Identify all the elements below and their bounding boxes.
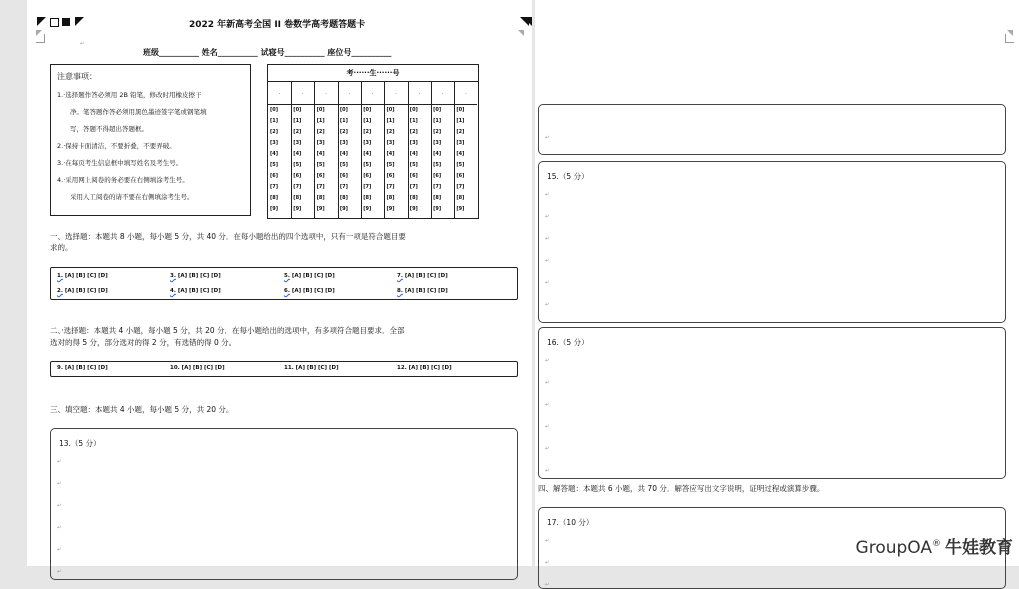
choice-q2[interactable] [57,288,108,294]
exam-digit-bubble[interactable]: [0] [456,107,465,113]
exam-digit-bubble[interactable]: [4] [386,151,395,157]
exam-digit-bubble[interactable]: [6] [316,173,325,179]
exam-digit-bubble[interactable]: [8] [363,195,372,201]
exam-digit-bubble[interactable]: [7] [386,184,395,190]
answer-box-q15[interactable] [538,161,1006,323]
exam-digit-bubble[interactable]: [2] [316,129,325,135]
exam-number-column [291,82,315,218]
notice-line: 3.·在每页考生信息框中填写姓名及考生号。 [57,159,183,167]
notice-line: 净。笔答题作答必须用黑色墨迹签字笔或钢笔填 [70,108,207,116]
choice-options: [A] [B] [C] [D] [404,273,448,279]
paragraph-mark: ↵ [545,258,550,264]
exam-digit-bubble[interactable]: [4] [363,151,372,157]
exam-digit-bubble[interactable]: [3] [363,140,372,146]
exam-number-write-cell[interactable]: . [315,82,338,105]
exam-number-header: 考······生······号 [268,65,478,82]
logo-reg: ® [932,539,941,550]
q-number: 4. [170,288,176,294]
exam-digit-bubble[interactable]: [4] [316,151,325,157]
q-number: 12. [397,365,407,371]
exam-digit-bubble[interactable]: [7] [456,184,465,190]
exam-digit-bubble[interactable]: [8] [339,195,348,201]
exam-digit-bubble[interactable]: [3] [293,140,302,146]
exam-digit-bubble[interactable]: [1] [386,118,395,124]
exam-number-write-cell[interactable]: . [361,82,384,105]
exam-digit-bubble[interactable]: [2] [293,129,302,135]
exam-digit-bubble[interactable]: [9] [316,206,325,212]
q-number: 1. [57,273,63,279]
exam-digit-bubble[interactable]: [0] [433,107,442,113]
section1-instructions: 一、选择题：本题共 8 小题，每小题 5 分，共 40 分．在每小题给出的四个选项中，只有一项是符合题目要 [50,232,406,241]
square-outline-mark [50,18,59,27]
exam-digit-bubble[interactable]: [1] [270,118,279,124]
exam-digit-bubble[interactable]: [9] [363,206,372,212]
logo-latin: GroupOA [855,538,932,558]
exam-digit-bubble[interactable]: [1] [433,118,442,124]
sheet-title: 2022 年新高考全国 II 卷数学高考题答题卡 [189,20,366,30]
exam-digit-bubble[interactable]: [7] [316,184,325,190]
exam-digit-bubble[interactable]: [3] [433,140,442,146]
exam-digit-bubble[interactable]: [1] [316,118,325,124]
choice-options: [A] [B] [C] [D] [181,365,225,371]
choice-options: [A] [B] [C] [D] [404,288,448,294]
exam-digit-bubble[interactable]: [4] [293,151,302,157]
exam-number-column [454,82,477,218]
exam-digit-bubble[interactable]: [6] [363,173,372,179]
q15-label: 15.（5 分） [547,172,589,181]
exam-digit-bubble[interactable]: [7] [270,184,279,190]
choice-options: [A] [B] [C] [D] [291,273,335,279]
exam-digit-bubble[interactable]: [2] [433,129,442,135]
exam-digit-bubble[interactable]: [8] [316,195,325,201]
exam-digit-bubble[interactable]: [1] [339,118,348,124]
paragraph-mark: ↵ [545,402,550,408]
exam-digit-bubble[interactable]: [1] [293,118,302,124]
exam-digit-bubble[interactable]: [5] [339,162,348,168]
exam-digit-bubble[interactable]: [3] [456,140,465,146]
choice-q10[interactable] [170,365,225,371]
exam-digit-bubble[interactable]: [5] [456,162,465,168]
answer-box-q16[interactable] [538,327,1006,479]
brand-logo [856,533,1013,558]
choice-q11[interactable] [284,365,339,371]
paragraph-mark: ↵ [545,358,550,364]
choice-options: [A] [B] [C] [D] [295,365,339,371]
exam-digit-bubble[interactable]: [9] [339,206,348,212]
exam-digit-bubble[interactable]: [6] [293,173,302,179]
choice-options: [A] [B] [C] [D] [408,365,452,371]
notice-line: 1.·选择题作答必须用 2B 铅笔，修改时用橡皮擦干 [57,91,202,99]
exam-number-write-cell[interactable]: . [408,82,431,105]
choice-q6[interactable] [284,288,335,294]
answer-box-q14[interactable] [538,104,1006,155]
exam-digit-bubble[interactable]: [3] [409,140,418,146]
section4-instructions: 四、解答题：本题共 6 小题，共 70 分．解答应写出文字说明，证明过程或演算步骤。 [538,484,825,493]
answer-sheet-page-right [535,0,1019,588]
crop-triangle [1007,30,1013,36]
logo-cn: 牛娃教育 [945,538,1013,558]
exam-number-write-cell[interactable]: . [338,82,361,105]
exam-digit-bubble[interactable]: [4] [409,151,418,157]
exam-digit-bubble[interactable]: [6] [433,173,442,179]
paragraph-mark: ↵ [545,192,550,198]
exam-digit-bubble[interactable]: [4] [270,151,279,157]
choice-options: [A] [B] [C] [D] [64,273,108,279]
section2-instructions: 二、·选择题：本题共 4 小题，每小题 5 分，共 20 分．在每小题给出的选项中，有多项符合题目要求．全部 [50,326,405,335]
exam-digit-bubble[interactable]: [9] [409,206,418,212]
exam-digit-bubble[interactable]: [6] [456,173,465,179]
paragraph-mark: ↵ [545,560,550,566]
exam-digit-bubble[interactable]: [2] [270,129,279,135]
exam-digit-bubble[interactable]: [5] [293,162,302,168]
crop-triangle [518,30,524,36]
q-number: 9. [57,365,63,371]
paragraph-mark: ↵ [57,547,62,553]
paragraph-mark: ↵ [545,446,550,452]
q-number: 8. [397,288,403,294]
exam-digit-bubble[interactable]: [9] [456,206,465,212]
exam-digit-bubble[interactable]: [5] [433,162,442,168]
exam-digit-bubble[interactable]: [2] [409,129,418,135]
paragraph-mark: ↵ [57,503,62,509]
exam-digit-bubble[interactable]: [8] [409,195,418,201]
exam-digit-bubble[interactable]: [3] [386,140,395,146]
answer-sheet-page-left [27,0,532,575]
exam-digit-bubble[interactable]: [9] [293,206,302,212]
choice-options: [A] [B] [C] [D] [291,288,335,294]
exam-digit-bubble[interactable]: [8] [293,195,302,201]
exam-digit-bubble[interactable]: [3] [270,140,279,146]
paragraph-mark: ↵ [57,569,62,575]
paragraph-mark: ↵ [545,582,550,588]
q13-label: 13.（5 分） [59,439,101,448]
corner-mark [75,17,84,26]
paragraph-mark: ↵ [545,214,550,220]
paragraph-mark: ↵ [545,468,550,474]
q-number: 2. [57,288,63,294]
exam-number-column [315,82,339,218]
q-number: 7. [397,273,403,279]
choice-q9[interactable] [57,365,108,371]
choice-options: [A] [B] [C] [D] [177,288,221,294]
paragraph-mark: ↵ [545,135,550,141]
exam-digit-bubble[interactable]: [9] [433,206,442,212]
exam-number-grid [267,64,479,219]
exam-digit-bubble[interactable]: [6] [339,173,348,179]
exam-number-column [268,82,292,218]
exam-digit-bubble[interactable]: [5] [363,162,372,168]
q-number: 3. [170,273,176,279]
exam-digit-bubble[interactable]: [0] [363,107,372,113]
paragraph-mark: ↵ [80,41,85,47]
exam-digit-bubble[interactable]: [5] [270,162,279,168]
exam-digit-bubble[interactable]: [6] [386,173,395,179]
choice-q5[interactable] [284,273,335,279]
student-info-fields: 班级__________ 姓名__________ 试寝号__________ 座位号__________ [143,48,392,57]
exam-digit-bubble[interactable]: [0] [316,107,325,113]
exam-digit-bubble[interactable]: [1] [456,118,465,124]
exam-digit-bubble[interactable]: [7] [293,184,302,190]
exam-number-column [338,82,362,218]
exam-digit-bubble[interactable]: [7] [409,184,418,190]
exam-digit-bubble[interactable]: [6] [409,173,418,179]
exam-number-column [431,82,455,218]
q-number: 6. [284,288,290,294]
exam-digit-bubble[interactable]: [0] [270,107,279,113]
paragraph-mark: ↵ [545,280,550,286]
exam-number-write-cell[interactable]: . [431,82,454,105]
choice-q3[interactable] [170,273,221,279]
paragraph-mark: ↵ [545,380,550,386]
paragraph-mark: ↵ [57,525,62,531]
q-number: 5. [284,273,290,279]
exam-digit-bubble[interactable]: [2] [456,129,465,135]
exam-digit-bubble[interactable]: [4] [456,151,465,157]
exam-digit-bubble[interactable]: [5] [316,162,325,168]
exam-digit-bubble[interactable]: [8] [386,195,395,201]
q16-label: 16.（5 分） [547,338,589,347]
section2-choice-box [50,361,518,377]
exam-digit-bubble[interactable]: [2] [339,129,348,135]
exam-digit-bubble[interactable]: [8] [270,195,279,201]
exam-digit-bubble[interactable]: [8] [433,195,442,201]
q17-label: 17.（10 分） [547,518,594,527]
paragraph-mark: ↵ [545,236,550,242]
notice-heading: 注意事项： [57,72,97,81]
q-number: 10. [170,365,180,371]
notice-line: 4.·采用网上阅卷的务必要在右侧填涂考生号。 [57,176,189,184]
choice-q7[interactable] [397,273,448,279]
paragraph-mark: ↵ [545,302,550,308]
exam-digit-bubble[interactable]: [5] [386,162,395,168]
crop-triangle [36,30,42,36]
choice-q12[interactable] [397,365,452,371]
exam-digit-bubble[interactable]: [1] [363,118,372,124]
notice-box [50,64,251,216]
section3-instructions: 三、填空题：本题共 4 小题，每小题 5 分，共 20 分。 [50,405,234,414]
exam-digit-bubble[interactable]: [9] [270,206,279,212]
exam-number-write-cell[interactable]: . [454,82,477,105]
corner-mark [37,17,46,26]
exam-digit-bubble[interactable]: [0] [409,107,418,113]
paragraph-mark: ↵ [545,538,550,544]
exam-digit-bubble[interactable]: [2] [363,129,372,135]
exam-digit-bubble[interactable]: [8] [456,195,465,201]
q-number: 11. [284,365,294,371]
section1-choice-box [50,267,518,300]
exam-digit-bubble[interactable]: [4] [433,151,442,157]
exam-number-column [385,82,409,218]
square-filled-mark [62,18,70,26]
corner-mark [523,17,532,26]
exam-digit-bubble[interactable]: [0] [386,107,395,113]
exam-digit-bubble[interactable]: [6] [270,173,279,179]
exam-number-write-cell[interactable]: . [385,82,408,105]
exam-digit-bubble[interactable]: [7] [433,184,442,190]
exam-digit-bubble[interactable]: [0] [293,107,302,113]
notice-line: 采用人工阅卷的请不要在右侧填涂考生号。 [70,193,194,201]
answer-box-q13[interactable] [50,428,518,580]
choice-options: [A] [B] [C] [D] [177,273,221,279]
exam-digit-bubble[interactable]: [5] [409,162,418,168]
choice-q4[interactable] [170,288,221,294]
section2-instructions-cont: 选对的得 5 分，部分选对的得 2 分，有选错的得 0 分。 [50,338,237,347]
exam-digit-bubble[interactable]: [7] [363,184,372,190]
section1-instructions-cont: 求的。 [50,243,73,252]
exam-digit-bubble[interactable]: [4] [339,151,348,157]
exam-digit-bubble[interactable]: [3] [339,140,348,146]
choice-q1[interactable] [57,273,108,279]
paragraph-mark: ↵ [57,459,62,465]
exam-number-column [361,82,385,218]
exam-digit-bubble[interactable]: [2] [386,129,395,135]
exam-digit-bubble[interactable]: [3] [316,140,325,146]
choice-options: [A] [B] [C] [D] [64,288,108,294]
exam-digit-bubble[interactable]: [0] [339,107,348,113]
exam-number-write-cell[interactable]: . [268,82,291,105]
choice-q8[interactable] [397,288,448,294]
notice-line: 写，答题不得超出答题框。 [70,125,148,133]
exam-digit-bubble[interactable]: [9] [386,206,395,212]
exam-number-write-cell[interactable]: . [291,82,314,105]
paragraph-mark: ↵ [57,481,62,487]
exam-digit-bubble[interactable]: [1] [409,118,418,124]
exam-number-column [408,82,432,218]
paragraph-mark: ↵ [545,424,550,430]
notice-line: 2.·保持卡面清洁，不要折叠，不要弄破。 [57,142,176,150]
exam-digit-bubble[interactable]: [7] [339,184,348,190]
choice-options: [A] [B] [C] [D] [64,365,108,371]
